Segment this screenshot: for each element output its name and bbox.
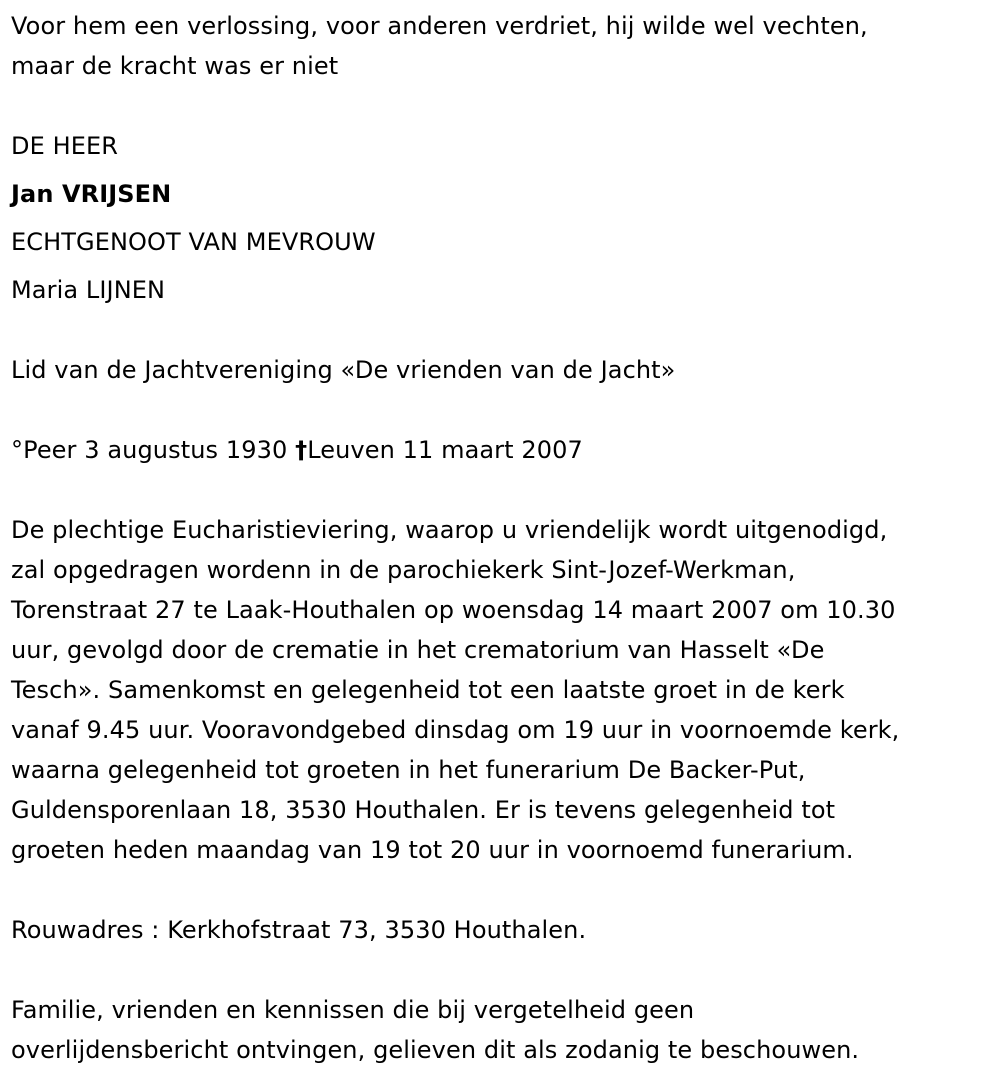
mourning-address: Rouwadres : Kerkhofstraat 73, 3530 Houthalen. bbox=[11, 916, 587, 944]
birth-text: °Peer 3 augustus 1930 bbox=[11, 436, 296, 464]
ceremony-line-8: Guldensporenlaan 18, 3530 Houthalen. Er is tevens gelegenheid tot bbox=[11, 796, 836, 824]
title-prefix: DE HEER bbox=[11, 132, 119, 160]
ceremony-line-7: waarna gelegenheid tot groeten in het funerarium De Backer-Put, bbox=[11, 756, 806, 784]
cross-icon: † bbox=[295, 436, 308, 464]
membership: Lid van de Jachtvereniging «De vrienden van de Jacht» bbox=[11, 356, 676, 384]
birth-death-dates bbox=[11, 430, 583, 470]
ceremony-line-4: uur, gevolgd door de crematie in het crematorium van Hasselt «De bbox=[11, 636, 825, 664]
ceremony-line-5: Tesch». Samenkomst en gelegenheid tot een laatste groet in de kerk bbox=[11, 676, 845, 704]
motto-line-2: maar de kracht was er niet bbox=[11, 52, 339, 80]
ceremony-line-6: vanaf 9.45 uur. Vooravondgebed dinsdag om 19 uur in voornoemde kerk, bbox=[11, 716, 900, 744]
spouse-name: Maria LIJNEN bbox=[11, 276, 166, 304]
ceremony-line-3: Torenstraat 27 te Laak-Houthalen op woensdag 14 maart 2007 om 10.30 bbox=[11, 596, 896, 624]
spouse-label: ECHTGENOOT VAN MEVROUW bbox=[11, 228, 376, 256]
death-text: Leuven 11 maart 2007 bbox=[307, 436, 583, 464]
ceremony-line-2: zal opgedragen wordenn in de parochiekerk Sint-Jozef-Werkman, bbox=[11, 556, 796, 584]
ceremony-line-9: groeten heden maandag van 19 tot 20 uur in voornoemd funerarium. bbox=[11, 836, 854, 864]
deceased-name: Jan VRIJSEN bbox=[11, 180, 172, 208]
closing-line-1: Familie, vrienden en kennissen die bij vergetelheid geen bbox=[11, 996, 695, 1024]
closing-line-2: overlijdensbericht ontvingen, gelieven dit als zodanig te beschouwen. bbox=[11, 1036, 860, 1064]
motto-line-1: Voor hem een verlossing, voor anderen verdriet, hij wilde wel vechten, bbox=[11, 12, 868, 40]
ceremony-line-1: De plechtige Eucharistieviering, waarop u vriendelijk wordt uitgenodigd, bbox=[11, 516, 888, 544]
